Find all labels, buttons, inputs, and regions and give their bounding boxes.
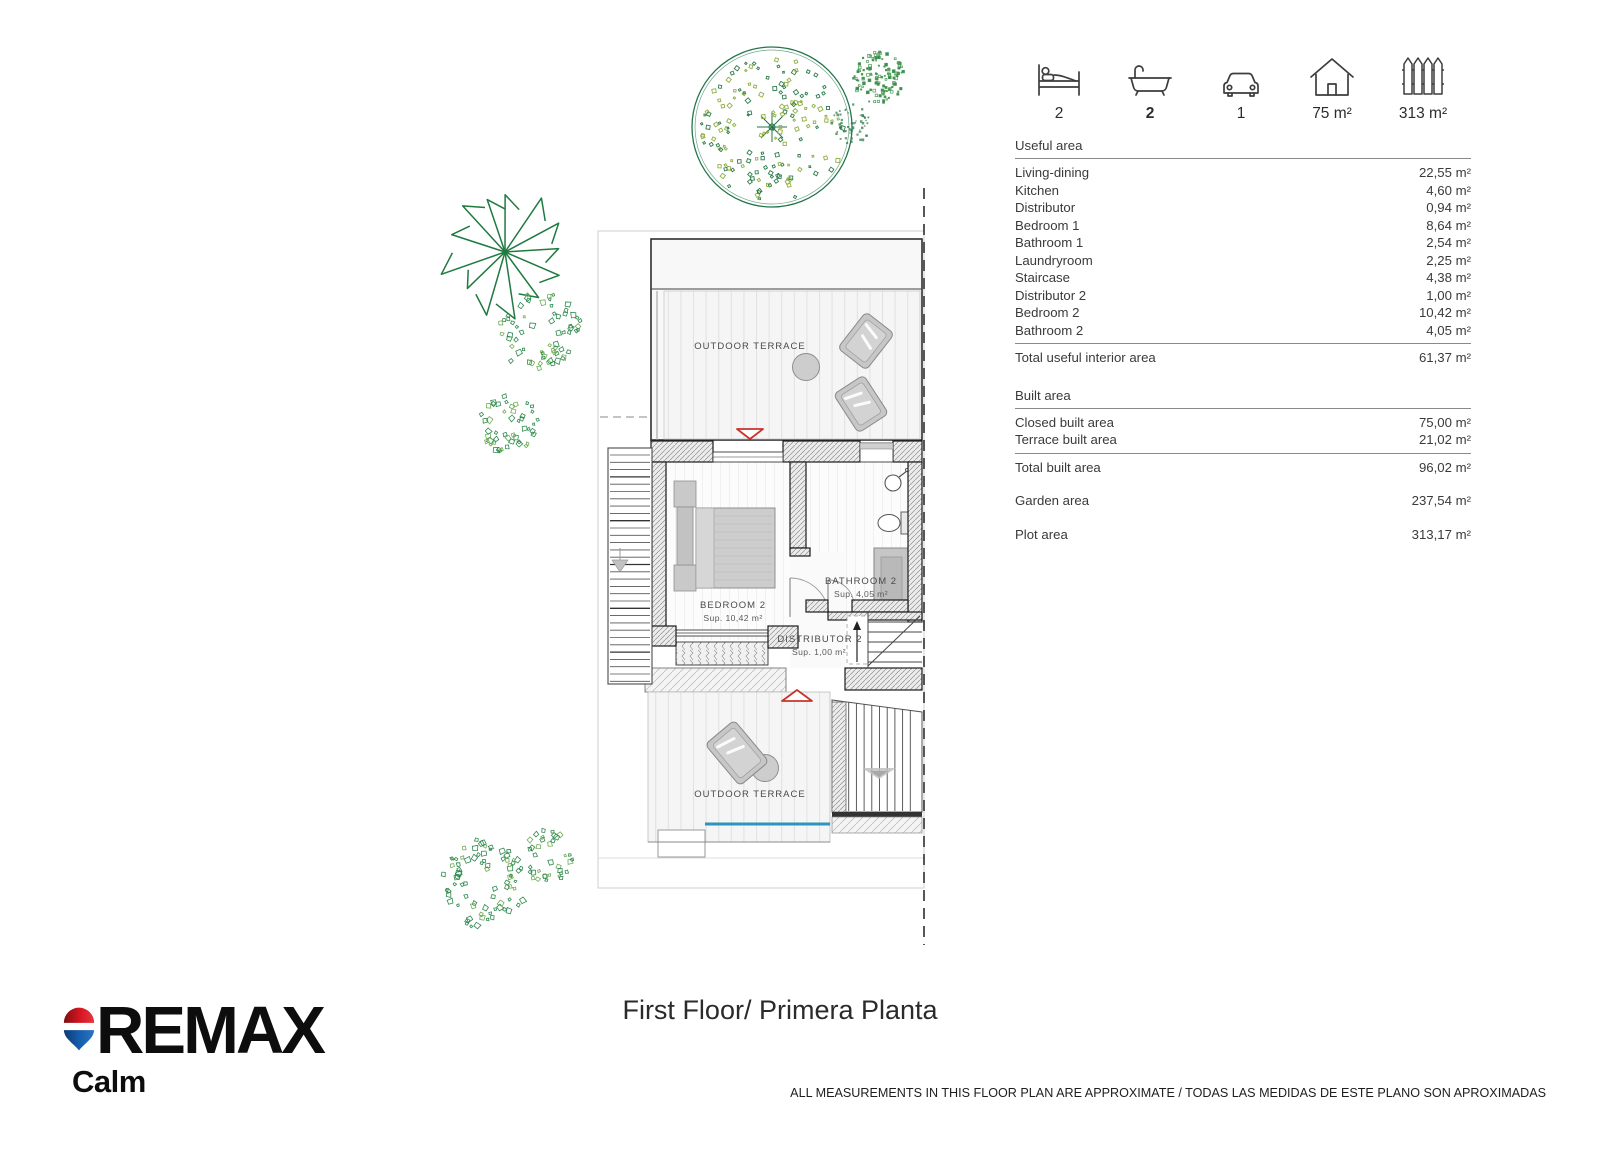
area-label: Bedroom 2 — [1015, 305, 1080, 320]
area-table — [1015, 138, 1471, 543]
area-label: Bedroom 1 — [1015, 217, 1080, 233]
area-row — [1015, 431, 1471, 449]
area-value: 4,38 m² — [1426, 270, 1471, 285]
area-row — [1015, 252, 1471, 270]
area-row — [1015, 269, 1471, 287]
area-value: 237,54 m² — [1411, 493, 1471, 508]
page-title: First Floor/ Primera Planta — [622, 995, 938, 1025]
parking-count: 1 — [1236, 105, 1246, 122]
brand-office-name: Calm — [72, 1063, 146, 1099]
remax-logo — [62, 993, 323, 1100]
area-value: 21,02 m² — [1418, 432, 1471, 447]
area-row — [1015, 217, 1471, 235]
built-area-header: Built area — [1015, 388, 1471, 409]
area-row — [1015, 182, 1471, 200]
area-row — [1015, 322, 1471, 340]
terrace-step — [658, 830, 705, 857]
area-label: Laundryroom — [1015, 252, 1093, 268]
area-row — [1015, 287, 1471, 305]
area-label: Bathroom 1 — [1015, 235, 1084, 250]
remax-balloon-icon — [62, 1006, 96, 1052]
area-value: 75,00 m² — [1418, 414, 1471, 430]
bedroom-window-and-wardrobe — [676, 630, 768, 665]
area-value: 2,54 m² — [1426, 235, 1471, 250]
area-label: Total useful interior area — [1015, 350, 1156, 365]
area-value: 4,05 m² — [1426, 322, 1471, 338]
area-value: 0,94 m² — [1426, 200, 1471, 215]
area-label: Terrace built area — [1015, 432, 1117, 447]
toilet — [878, 515, 900, 532]
pergola-louvres — [608, 448, 652, 684]
garden-area-row — [1015, 492, 1471, 510]
car-icon — [1219, 68, 1263, 98]
area-label: Plot area — [1015, 526, 1068, 542]
label-bedroom2: BEDROOM 2 — [699, 600, 767, 611]
plot-area-row — [1015, 526, 1471, 544]
bathtub-icon — [1126, 62, 1174, 98]
plot-size-value: 313 m² — [1398, 105, 1448, 122]
area-value: 61,37 m² — [1418, 350, 1471, 365]
area-value: 8,64 m² — [1426, 217, 1471, 233]
summary-icons-row — [1016, 46, 1466, 123]
area-label: Staircase — [1015, 270, 1070, 285]
area-value: 22,55 m² — [1418, 165, 1471, 180]
summary-built-size — [1289, 46, 1375, 123]
bed-icon — [1035, 62, 1083, 98]
area-value: 313,17 m² — [1411, 526, 1471, 542]
sink — [885, 475, 901, 491]
label-outdoor-terrace-bottom: OUTDOOR TERRACE — [694, 789, 806, 800]
summary-parking — [1198, 46, 1284, 123]
area-value: 4,60 m² — [1426, 182, 1471, 198]
label-distributor2-area: Sup. 1,00 m² — [792, 647, 846, 657]
area-label: Kitchen — [1015, 182, 1059, 198]
area-row — [1015, 199, 1471, 217]
area-label: Garden area — [1015, 493, 1090, 508]
area-value: 96,02 m² — [1418, 459, 1471, 475]
summary-bedrooms — [1016, 46, 1102, 123]
summary-plot-size — [1380, 46, 1466, 123]
terrace-table — [793, 354, 820, 381]
label-outdoor-terrace-top: OUTDOOR TERRACE — [694, 341, 806, 352]
area-value: 10,42 m² — [1418, 305, 1471, 320]
exterior-staircase — [832, 700, 922, 833]
bathrooms-count: 2 — [1145, 105, 1155, 122]
label-bathroom2-area: Sup. 4,05 m² — [834, 589, 888, 599]
disclaimer-text: ALL MEASUREMENTS IN THIS FLOOR PLAN ARE APPROXIMATE / TODAS LAS MEDIDAS DE ESTE PLANO SON APROXIMADAS — [790, 1086, 1546, 1100]
area-label: Living-dining — [1015, 165, 1090, 180]
house-icon — [1309, 56, 1355, 98]
label-distributor2: DISTRIBUTOR 2 — [777, 634, 863, 645]
label-bathroom2: BATHROOM 2 — [824, 576, 898, 587]
area-label: Total built area — [1015, 459, 1101, 475]
area-row — [1015, 304, 1471, 322]
area-value: 2,25 m² — [1426, 252, 1471, 268]
total-built-row — [1015, 453, 1471, 477]
area-label: Distributor 2 — [1015, 287, 1087, 303]
area-row — [1015, 414, 1471, 432]
area-row — [1015, 164, 1471, 182]
roof-edge-strip — [645, 668, 786, 692]
built-size-value: 75 m² — [1312, 105, 1352, 122]
useful-area-header: Useful area — [1015, 138, 1471, 159]
area-label: Bathroom 2 — [1015, 322, 1084, 338]
total-useful-row — [1015, 343, 1471, 367]
area-label: Distributor — [1015, 200, 1076, 215]
area-label: Closed built area — [1015, 414, 1114, 430]
bedrooms-count: 2 — [1054, 105, 1064, 122]
fence-icon — [1402, 54, 1444, 98]
summary-bathrooms — [1107, 46, 1193, 123]
label-bedroom2-area: Sup. 10,42 m² — [703, 613, 763, 623]
area-row — [1015, 234, 1471, 252]
area-value: 1,00 m² — [1426, 287, 1471, 303]
brand-wordmark: REMAX — [96, 993, 323, 1068]
